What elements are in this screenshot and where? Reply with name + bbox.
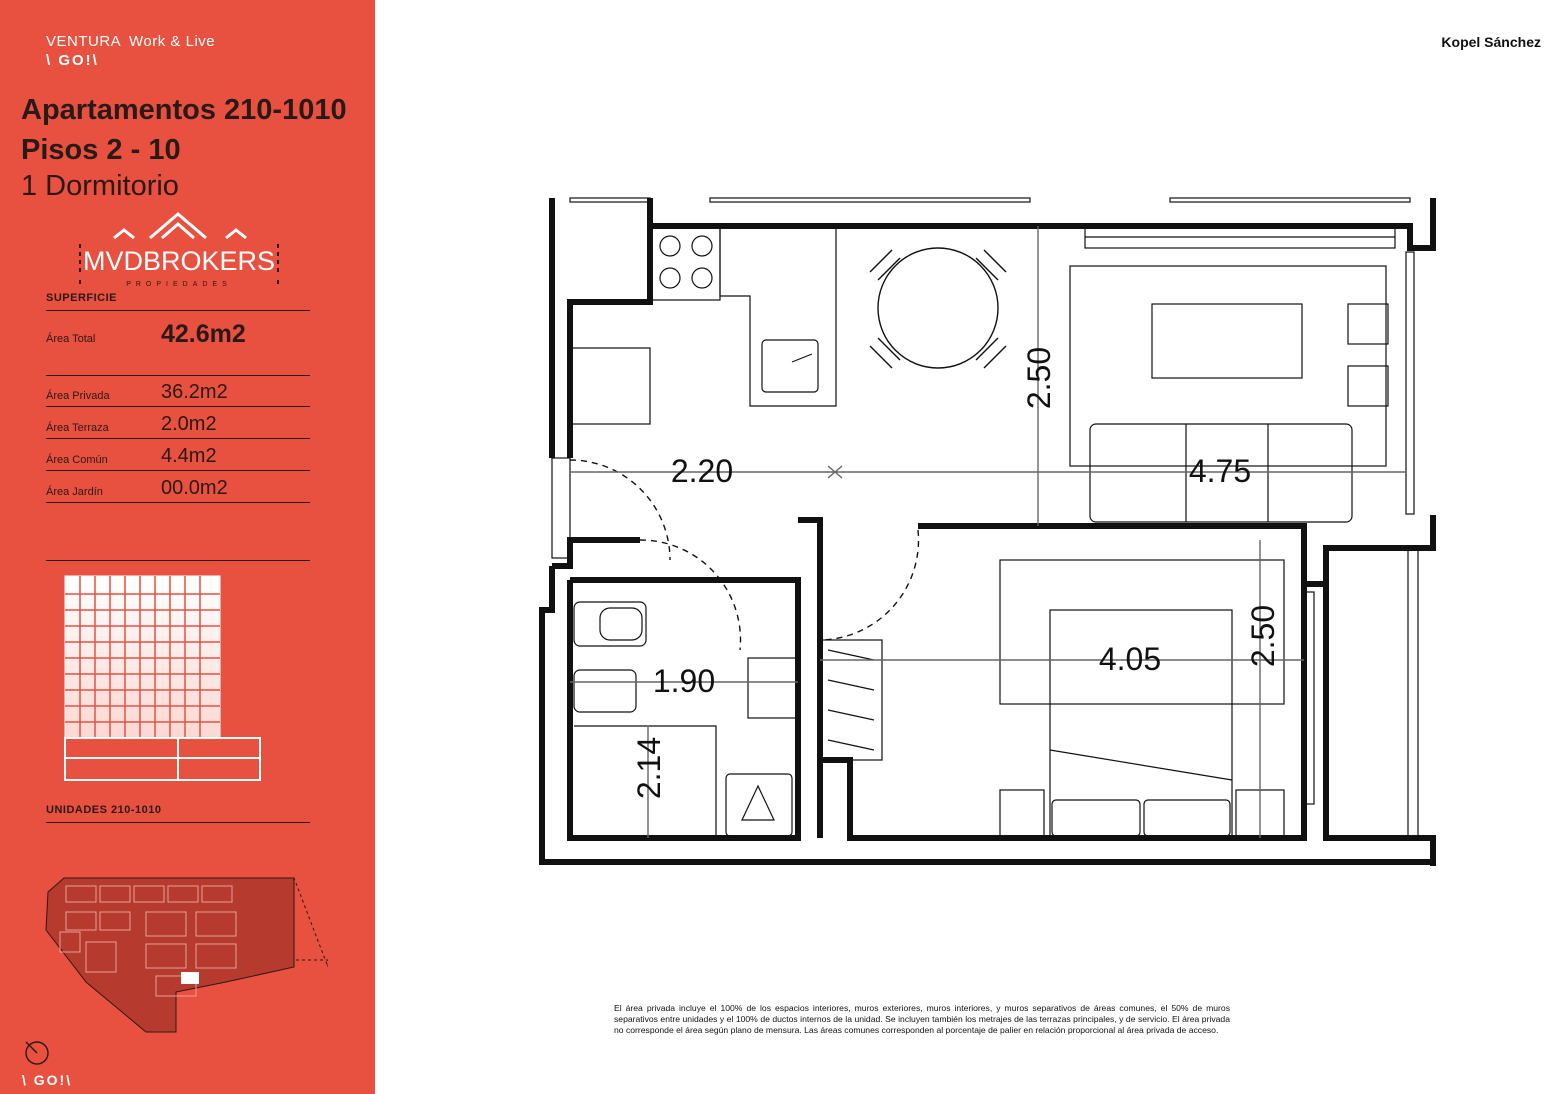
building-elevation-diagram bbox=[60, 572, 265, 784]
dim-living-depth: 2.50 bbox=[1021, 346, 1057, 410]
footer-go: \ GO!\ bbox=[22, 1072, 73, 1088]
area-total-value: 42.6m2 bbox=[161, 320, 246, 348]
area-privada-label: Área Privada bbox=[46, 390, 110, 402]
dim-bath-width: 1.90 bbox=[652, 663, 716, 699]
brand-tagline: Work & Live bbox=[129, 33, 216, 50]
title-line-1: Apartamentos 210-1010 bbox=[21, 94, 347, 126]
area-comun-row bbox=[46, 438, 310, 471]
area-terraza-value: 2.0m2 bbox=[161, 413, 217, 435]
superficie-label: SUPERFICIE bbox=[46, 292, 118, 304]
divider bbox=[46, 560, 310, 561]
area-privada-row bbox=[46, 375, 310, 407]
area-jardin-row bbox=[46, 470, 310, 503]
area-comun-value: 4.4m2 bbox=[161, 445, 217, 467]
brand-name: VENTURA bbox=[46, 33, 121, 50]
dim-bath-depth: 2.14 bbox=[631, 736, 667, 800]
area-total-row bbox=[46, 311, 310, 376]
legal-note: El área privada incluye el 100% de los espacios interiores, muros exteriores, muros interiores, y muros separativos de áreas comunes, el 50% de muros separativos entre unidades y el 100% de ductos internos de la unidad. Se incluyen también los metrajes de las terrazas principales, y de servicio. El área privada no corresponde el área según plano de mensura. Las áreas comunes corresponden al porcentaje de palier en relación proporcional al área privada de acceso. bbox=[614, 1003, 1230, 1035]
north-compass-icon bbox=[22, 1038, 52, 1068]
area-privada-value: 36.2m2 bbox=[161, 381, 228, 403]
logo-text: MVDBROKERS bbox=[82, 246, 276, 276]
divider bbox=[46, 822, 310, 823]
mvdbrokers-logo bbox=[78, 210, 280, 290]
ventura-brand bbox=[46, 33, 215, 69]
area-jardin-value: 00.0m2 bbox=[161, 477, 228, 499]
area-terraza-label: Área Terraza bbox=[46, 422, 109, 434]
area-jardin-label: Área Jardín bbox=[46, 486, 103, 498]
floor-plan bbox=[530, 190, 1440, 880]
area-terraza-row bbox=[46, 406, 310, 439]
dim-living-width: 4.75 bbox=[1188, 453, 1252, 489]
area-comun-label: Área Común bbox=[46, 454, 108, 466]
title-line-2: Pisos 2 - 10 bbox=[21, 134, 181, 166]
site-plan-diagram bbox=[26, 872, 328, 1042]
brand-go: \ GO!\ bbox=[46, 52, 99, 69]
architect-logo: Kopel Sánchez bbox=[1441, 34, 1541, 50]
page-subtitle: 1 Dormitorio bbox=[21, 170, 179, 202]
sidebar bbox=[0, 0, 375, 1094]
units-label: UNIDADES 210-1010 bbox=[46, 804, 162, 816]
dim-bedroom-width: 4.05 bbox=[1098, 641, 1162, 677]
dim-bedroom-depth: 2.50 bbox=[1245, 604, 1281, 668]
logo-subtext: PROPIEDADES bbox=[126, 281, 232, 288]
area-total-label: Área Total bbox=[46, 333, 96, 345]
dim-kitchen-width: 2.20 bbox=[670, 453, 734, 489]
page-title bbox=[21, 90, 347, 170]
